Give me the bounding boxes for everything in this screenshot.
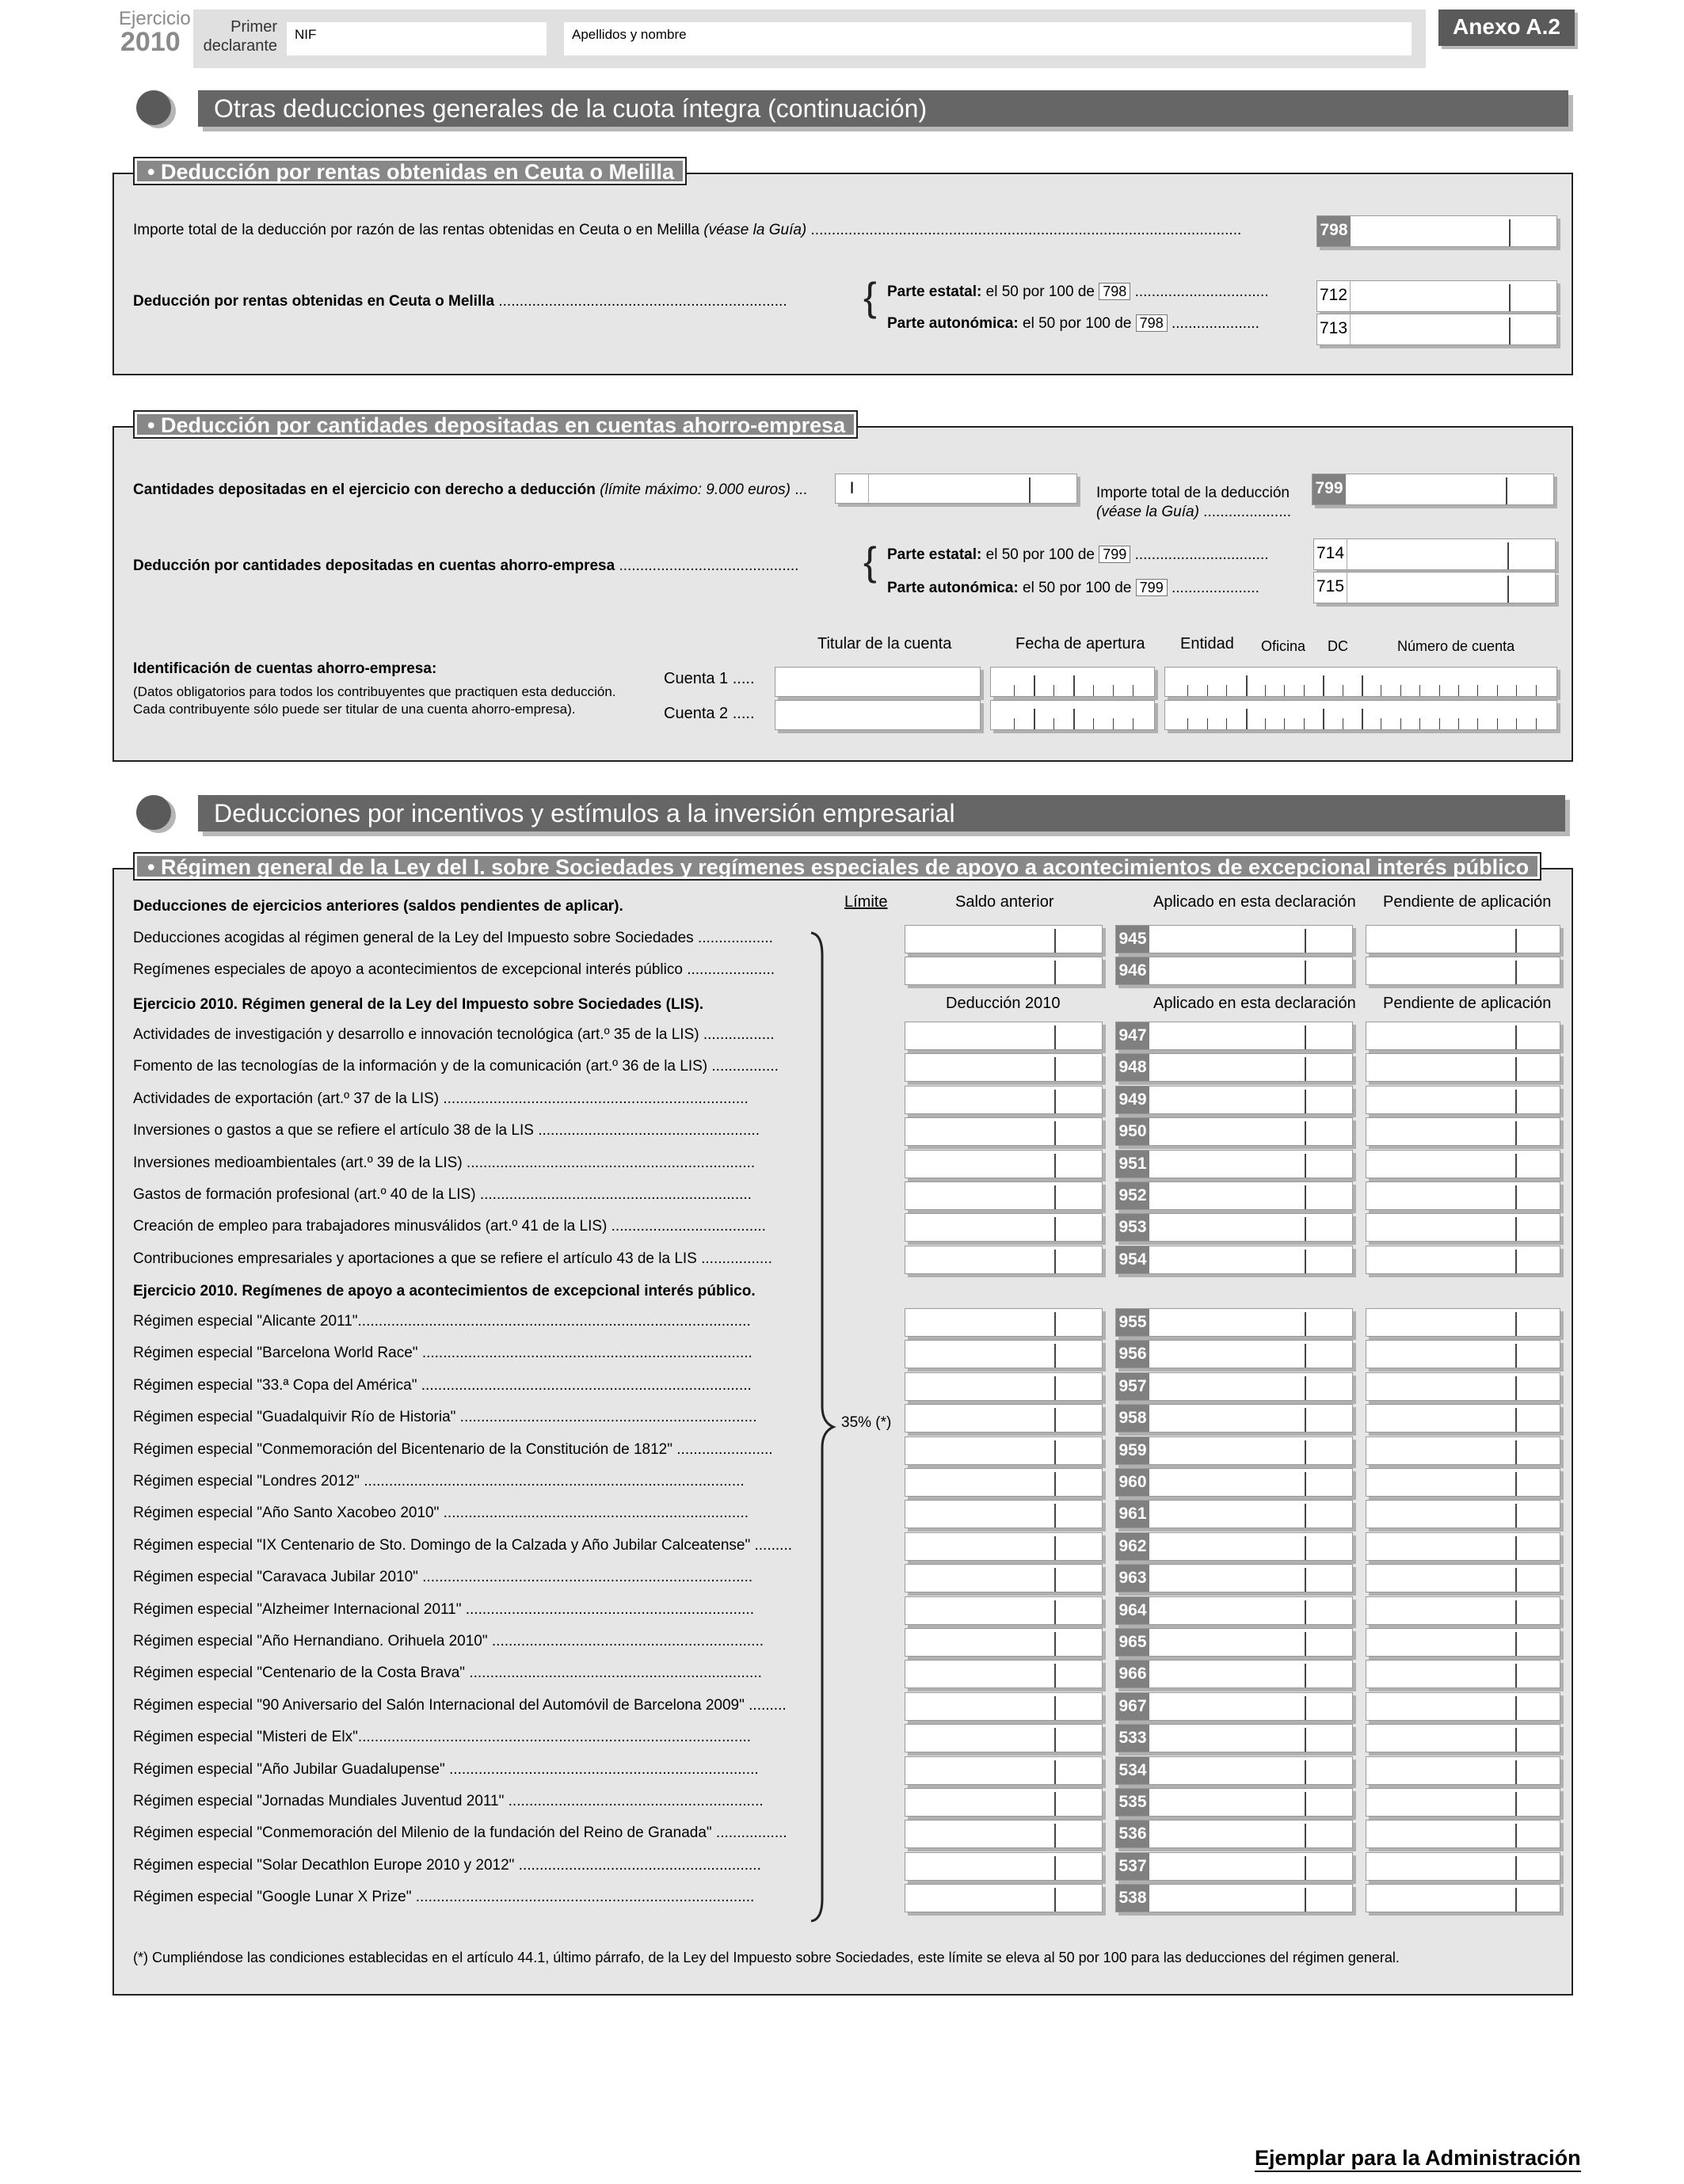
row-label: Régimen especial "90 Aniversario del Salón Internacional del Automóvil de Barcelona 2009" ......... <box>133 1697 787 1714</box>
row-label: Gastos de formación profesional (art.º 40 de la LIS) ................................................................. <box>133 1186 752 1203</box>
pendiente-input[interactable] <box>1366 1500 1560 1528</box>
pendiente-input[interactable] <box>1366 1404 1560 1433</box>
aplicado-input[interactable] <box>1115 1756 1353 1785</box>
section1-title: Otras deducciones generales de la cuota íntegra (continuación) <box>198 90 1568 127</box>
deduccion-2010-input[interactable] <box>905 1404 1103 1433</box>
pendiente-input[interactable] <box>1366 1596 1560 1625</box>
ahorro-autonomica-label: Parte autonómica: el 50 por 100 de 799 ..................... <box>887 580 1259 596</box>
input-714[interactable] <box>1313 538 1556 570</box>
code-799: 799 <box>1313 474 1346 504</box>
ceuta-melilla-tab: • Deducción por rentas obtenidas en Ceuta o Melilla <box>133 157 687 185</box>
cuenta1-titular[interactable] <box>775 667 981 697</box>
pendiente-input[interactable] <box>1366 1820 1560 1848</box>
row-label: Régimen especial "IX Centenario de Sto. Domingo de la Calzada y Año Jubilar Calceatense" ......... <box>133 1537 793 1554</box>
col-numero: Número de cuenta <box>1397 638 1515 654</box>
row-label: Régimen especial "Misteri de Elx".............................................................................................. <box>133 1729 752 1745</box>
pendiente-input[interactable] <box>1366 1372 1560 1401</box>
box-code: 949 <box>1116 1086 1149 1113</box>
input-715[interactable] <box>1313 572 1556 603</box>
deduccion-2010-input[interactable] <box>905 1436 1103 1465</box>
deduccion-2010-input[interactable] <box>905 1692 1103 1721</box>
pendiente-input[interactable] <box>1366 957 1560 985</box>
box-code: 967 <box>1116 1693 1149 1720</box>
pendiente-input[interactable] <box>1366 1150 1560 1178</box>
nif-field[interactable] <box>287 22 547 55</box>
aplicado-input[interactable] <box>1115 1884 1353 1912</box>
box-code: 954 <box>1116 1246 1149 1273</box>
row-label: Régimen especial "33.ª Copa del América" ............................................................................... <box>133 1377 752 1394</box>
box-code: 960 <box>1116 1469 1149 1496</box>
deduccion-2010-input[interactable] <box>905 1660 1103 1688</box>
row-label: Régimen especial "Caravaca Jubilar 2010" ............................................................................... <box>133 1569 753 1585</box>
deduccion-2010-input[interactable] <box>905 1246 1103 1274</box>
aplicado-input[interactable] <box>1115 1436 1353 1465</box>
pendiente-input[interactable] <box>1366 1308 1560 1337</box>
aplicado-input[interactable] <box>1115 1852 1353 1881</box>
aplicado-input[interactable] <box>1115 1532 1353 1561</box>
code-712: 712 <box>1317 281 1351 311</box>
section2-title: Deducciones por incentivos y estímulos a la inversión empresarial <box>198 795 1565 831</box>
deduccion-2010-input[interactable] <box>905 1564 1103 1592</box>
code-I: I <box>836 474 869 503</box>
ceuta-importe-label: Importe total de la deducción por razón de las rentas obtenidas en Ceuta o en Melilla (véase la Guía) ....................................................................................................... <box>133 222 1242 238</box>
limite-brace <box>806 931 838 1923</box>
box-code: 952 <box>1116 1182 1149 1209</box>
box-code: 956 <box>1116 1341 1149 1368</box>
section-bullet <box>136 795 171 830</box>
pendiente-input[interactable] <box>1366 925 1560 953</box>
box-code: 957 <box>1116 1373 1149 1400</box>
deduccion-2010-input[interactable] <box>905 1053 1103 1082</box>
aplicado-input[interactable] <box>1115 1820 1353 1848</box>
row-label: Contribuciones empresariales y aportaciones a que se refiere el artículo 43 de la LIS ................. <box>133 1250 772 1267</box>
pendiente-input[interactable] <box>1366 1564 1560 1592</box>
pendiente-input[interactable] <box>1366 1246 1560 1274</box>
deduccion-2010-input[interactable] <box>905 1788 1103 1817</box>
pendiente-input[interactable] <box>1366 1213 1560 1242</box>
input-712[interactable] <box>1316 280 1557 312</box>
col-fecha: Fecha de apertura <box>1015 635 1145 653</box>
cuenta2-fecha[interactable] <box>990 700 1155 730</box>
pendiente-input[interactable] <box>1366 1436 1560 1465</box>
footnote: (*) Cumpliéndose las condiciones establecidas en el artículo 44.1, último párrafo, de la Ley del Impuesto sobre Sociedades, este límite se eleva al 50 por 100 para las deducciones del régimen general. <box>133 1950 1400 1965</box>
box-code: 535 <box>1116 1789 1149 1816</box>
ceuta-estatal-label: Parte estatal: el 50 por 100 de 798 ................................ <box>887 283 1269 300</box>
row-label: Creación de empleo para trabajadores minusválidos (art.º 41 de la LIS) ..................................... <box>133 1218 766 1235</box>
aplicado-input[interactable] <box>1115 1724 1353 1752</box>
col-limite: Límite <box>844 893 888 911</box>
cuenta1-label: Cuenta 1 ..... <box>664 670 755 687</box>
aplicado-input[interactable] <box>1115 1500 1353 1528</box>
ident-title: Identificación de cuentas ahorro-empresa: <box>133 660 437 677</box>
cuenta2-numero[interactable] <box>1164 700 1557 730</box>
cuenta1-numero[interactable] <box>1164 667 1557 697</box>
box-code: 947 <box>1116 1022 1149 1049</box>
ahorro-cantidades-label: Cantidades depositadas en el ejercicio con derecho a deducción (límite máximo: 9.000 euros) ... <box>133 481 808 498</box>
ahorro-importe-total-line1: Importe total de la deducción <box>1096 485 1290 501</box>
row-label: Régimen especial "Jornadas Mundiales Juventud 2011" ............................................................. <box>133 1793 764 1809</box>
lis-title: Ejercicio 2010. Régimen general de la Ley del Impuesto sobre Sociedades (LIS). <box>133 996 704 1013</box>
col-entidad: Entidad <box>1180 635 1234 653</box>
deduccion-2010-input[interactable] <box>905 1150 1103 1178</box>
aplicado-input[interactable] <box>1115 1596 1353 1625</box>
col-saldo-anterior: Saldo anterior <box>955 893 1054 911</box>
pendiente-input[interactable] <box>1366 1852 1560 1881</box>
aplicado-input[interactable] <box>1115 1053 1353 1082</box>
deduccion-2010-input[interactable] <box>905 1308 1103 1337</box>
aplicado-input[interactable] <box>1115 1340 1353 1368</box>
apellidos-label: Apellidos y nombre <box>572 27 687 42</box>
box-code: 536 <box>1116 1821 1149 1847</box>
aplicado-input[interactable] <box>1115 1788 1353 1817</box>
deduccion-2010-input[interactable] <box>905 1468 1103 1497</box>
row-label: Actividades de exportación (art.º 37 de la LIS) ......................................................................... <box>133 1090 749 1107</box>
cuenta2-titular[interactable] <box>775 700 981 730</box>
ejemplar-label: Ejemplar para la Administración <box>1255 2146 1581 2172</box>
pendiente-input[interactable] <box>1366 1692 1560 1721</box>
especiales-title: Ejercicio 2010. Regímenes de apoyo a acontecimientos de excepcional interés público. <box>133 1283 756 1299</box>
pendiente-input[interactable] <box>1366 1086 1560 1114</box>
regimen-general-tab: • Régimen general de la Ley del I. sobre Sociedades y regímenes especiales de apoyo a acontecimientos de excepcional interés público <box>133 852 1541 881</box>
primer-declarante-label: Primer declarante <box>203 18 277 55</box>
box-code: 964 <box>1116 1597 1149 1624</box>
pendiente-input[interactable] <box>1366 1053 1560 1082</box>
box-code: 946 <box>1116 957 1149 984</box>
col-pendiente: Pendiente de aplicación <box>1383 893 1552 911</box>
aplicado-input[interactable] <box>1115 1660 1353 1688</box>
code-715: 715 <box>1314 573 1347 603</box>
box-code: 950 <box>1116 1118 1149 1145</box>
aplicado-input[interactable] <box>1115 1150 1353 1178</box>
row-label: Régimen especial "Conmemoración del Milenio de la fundación del Reino de Granada" ................. <box>133 1824 787 1841</box>
input-cantidades[interactable] <box>835 474 1077 504</box>
box-code: 965 <box>1116 1629 1149 1656</box>
row-label: Inversiones o gastos a que se refiere el artículo 38 de la LIS ..................................................... <box>133 1122 760 1139</box>
pendiente-input[interactable] <box>1366 1628 1560 1657</box>
anteriores-title: Deducciones de ejercicios anteriores (saldos pendientes de aplicar). <box>133 898 623 915</box>
aplicado-input[interactable] <box>1115 1117 1353 1146</box>
box-code: 538 <box>1116 1885 1149 1912</box>
row-label: Régimen especial "Año Santo Xacobeo 2010" ......................................................................... <box>133 1505 749 1521</box>
ahorro-importe-total-line2: (véase la Guía) ..................... <box>1096 504 1292 520</box>
anexo-badge: Anexo A.2 <box>1438 10 1575 46</box>
pendiente-input[interactable] <box>1366 1468 1560 1497</box>
aplicado-input[interactable] <box>1115 1628 1353 1657</box>
deduccion-2010-input[interactable] <box>905 1852 1103 1881</box>
row-label: Deducciones acogidas al régimen general de la Ley del Impuesto sobre Sociedades .................. <box>133 930 773 946</box>
box-code: 948 <box>1116 1054 1149 1081</box>
pendiente-input[interactable] <box>1366 1022 1560 1050</box>
aplicado-input[interactable] <box>1115 957 1353 985</box>
row-label: Régimen especial "Guadalquivir Río de Historia" ....................................................................... <box>133 1409 757 1425</box>
deduccion-2010-input[interactable] <box>905 1820 1103 1848</box>
box-code: 958 <box>1116 1405 1149 1432</box>
nif-label: NIF <box>295 27 317 42</box>
col-deduccion-2010: Deducción 2010 <box>946 995 1061 1012</box>
cuenta1-fecha[interactable] <box>990 667 1155 697</box>
box-code: 966 <box>1116 1661 1149 1687</box>
aplicado-input[interactable] <box>1115 1022 1353 1050</box>
ahorro-empresa-tab: • Deducción por cantidades depositadas en cuentas ahorro-empresa <box>133 410 858 439</box>
box-code: 951 <box>1116 1151 1149 1178</box>
deduccion-2010-input[interactable] <box>905 1532 1103 1561</box>
aplicado-input[interactable] <box>1115 1246 1353 1274</box>
deduccion-2010-input[interactable] <box>905 1884 1103 1912</box>
pendiente-input[interactable] <box>1366 1117 1560 1146</box>
deduccion-2010-input[interactable] <box>905 1372 1103 1401</box>
row-label: Régimen especial "Google Lunar X Prize" ................................................................................. <box>133 1889 755 1905</box>
row-label: Actividades de investigación y desarrollo e innovación tecnológica (art.º 35 de la LIS) ................. <box>133 1026 775 1043</box>
pendiente-input[interactable] <box>1366 1660 1560 1688</box>
row-label: Régimen especial "Solar Decathlon Europe 2010 y 2012" .......................................................... <box>133 1857 761 1874</box>
col-titular: Titular de la cuenta <box>817 635 952 653</box>
input-798[interactable] <box>1316 215 1557 247</box>
aplicado-input[interactable] <box>1115 1468 1353 1497</box>
box-code: 533 <box>1116 1725 1149 1752</box>
saldo-anterior-input[interactable] <box>905 957 1103 985</box>
deduccion-2010-input[interactable] <box>905 1500 1103 1528</box>
code-714: 714 <box>1314 539 1347 569</box>
row-label: Inversiones medioambientales (art.º 39 de la LIS) ..................................................................... <box>133 1155 756 1171</box>
row-label: Regímenes especiales de apoyo a acontecimientos de excepcional interés público ..................... <box>133 961 775 978</box>
ejercicio-label: Ejercicio <box>119 8 191 29</box>
aplicado-input[interactable] <box>1115 925 1353 953</box>
pendiente-input[interactable] <box>1366 1724 1560 1752</box>
ceuta-deduccion-label: Deducción por rentas obtenidas en Ceuta o Melilla ..................................................................... <box>133 293 787 310</box>
deduccion-2010-input[interactable] <box>905 1628 1103 1657</box>
col-aplicado-2010: Aplicado en esta declaración <box>1153 995 1356 1012</box>
apellidos-field[interactable] <box>564 22 1412 55</box>
limite-value: 35% (*) <box>841 1414 892 1431</box>
row-label: Régimen especial "Londres 2012" ........................................................................................... <box>133 1473 745 1490</box>
box-code: 955 <box>1116 1309 1149 1336</box>
ejercicio-year: 2010 <box>120 27 181 57</box>
input-713[interactable] <box>1316 314 1557 345</box>
brace: { <box>863 539 877 584</box>
ident-note1: (Datos obligatorios para todos los contribuyentes que practiquen esta deducción. <box>133 684 616 699</box>
pendiente-input[interactable] <box>1366 1340 1560 1368</box>
box-code: 961 <box>1116 1501 1149 1528</box>
aplicado-input[interactable] <box>1115 1213 1353 1242</box>
pendiente-input[interactable] <box>1366 1756 1560 1785</box>
section-bullet <box>136 90 171 125</box>
deduccion-2010-input[interactable] <box>905 1181 1103 1210</box>
deduccion-2010-input[interactable] <box>905 1596 1103 1625</box>
ident-note2: Cada contribuyente sólo puede ser titular de una cuenta ahorro-empresa). <box>133 702 576 717</box>
deduccion-2010-input[interactable] <box>905 1213 1103 1242</box>
pendiente-input[interactable] <box>1366 1532 1560 1561</box>
code-713: 713 <box>1317 314 1351 344</box>
deduccion-2010-input[interactable] <box>905 1086 1103 1114</box>
row-label: Régimen especial "Año Hernandiano. Orihuela 2010" ................................................................. <box>133 1633 764 1649</box>
deduccion-2010-input[interactable] <box>905 1756 1103 1785</box>
ahorro-estatal-label: Parte estatal: el 50 por 100 de 799 ................................ <box>887 546 1269 563</box>
row-label: Régimen especial "Barcelona World Race" ............................................................................... <box>133 1345 752 1361</box>
box-code: 534 <box>1116 1757 1149 1784</box>
aplicado-input[interactable] <box>1115 1086 1353 1114</box>
saldo-anterior-input[interactable] <box>905 925 1103 953</box>
brace: { <box>863 275 877 319</box>
box-code: 963 <box>1116 1565 1149 1592</box>
aplicado-input[interactable] <box>1115 1692 1353 1721</box>
row-label: Régimen especial "Alzheimer Internacional 2011" ..................................................................... <box>133 1601 754 1618</box>
pendiente-input[interactable] <box>1366 1788 1560 1817</box>
col-dc: DC <box>1328 638 1348 654</box>
box-code: 959 <box>1116 1437 1149 1464</box>
cuenta2-label: Cuenta 2 ..... <box>664 705 755 722</box>
box-code: 953 <box>1116 1214 1149 1241</box>
row-label: Fomento de las tecnologías de la información y de la comunicación (art.º 36 de la LIS) ................ <box>133 1058 779 1075</box>
box-code: 537 <box>1116 1853 1149 1880</box>
input-799[interactable] <box>1312 474 1554 505</box>
aplicado-input[interactable] <box>1115 1564 1353 1592</box>
row-label: Régimen especial "Alicante 2011".............................................................................................. <box>133 1313 751 1330</box>
col-aplicado: Aplicado en esta declaración <box>1153 893 1356 911</box>
ceuta-autonomica-label: Parte autonómica: el 50 por 100 de 798 ..................... <box>887 315 1259 332</box>
aplicado-input[interactable] <box>1115 1404 1353 1433</box>
col-oficina: Oficina <box>1261 638 1306 654</box>
aplicado-input[interactable] <box>1115 1372 1353 1401</box>
ahorro-deduccion-label: Deducción por cantidades depositadas en cuentas ahorro-empresa ........................................... <box>133 557 799 574</box>
col-pendiente-2010: Pendiente de aplicación <box>1383 995 1552 1012</box>
row-label: Régimen especial "Conmemoración del Bicentenario de la Constitución de 1812" ....................... <box>133 1441 773 1458</box>
pendiente-input[interactable] <box>1366 1181 1560 1210</box>
aplicado-input[interactable] <box>1115 1181 1353 1210</box>
box-code: 945 <box>1116 926 1149 953</box>
deduccion-2010-input[interactable] <box>905 1022 1103 1050</box>
code-798: 798 <box>1317 216 1351 246</box>
pendiente-input[interactable] <box>1366 1884 1560 1912</box>
row-label: Régimen especial "Año Jubilar Guadalupense" .......................................................................... <box>133 1761 759 1778</box>
row-label: Régimen especial "Centenario de la Costa Brava" ...................................................................... <box>133 1665 762 1681</box>
deduccion-2010-input[interactable] <box>905 1724 1103 1752</box>
deduccion-2010-input[interactable] <box>905 1117 1103 1146</box>
deduccion-2010-input[interactable] <box>905 1340 1103 1368</box>
box-code: 962 <box>1116 1533 1149 1560</box>
aplicado-input[interactable] <box>1115 1308 1353 1337</box>
